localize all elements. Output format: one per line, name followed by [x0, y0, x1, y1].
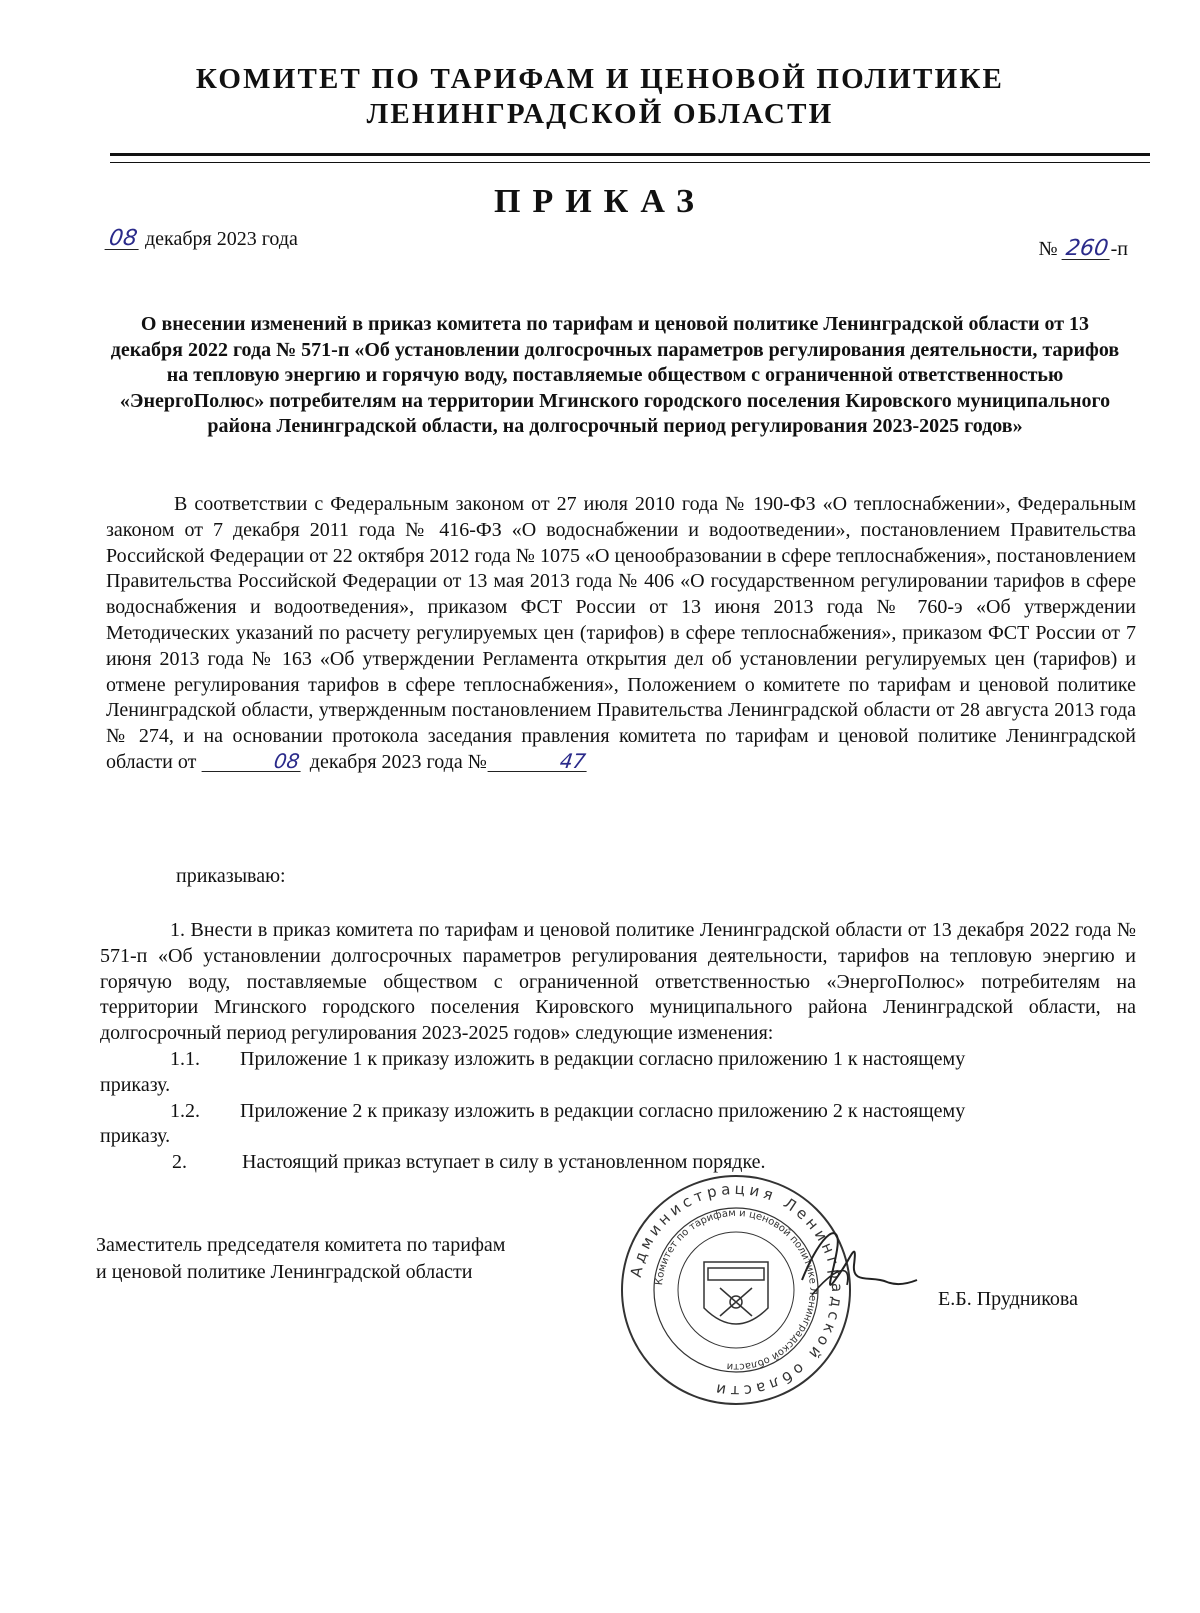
header-rule-thin [110, 162, 1150, 163]
item-1-1-text: Приложение 1 к приказу изложить в редакции согласно приложению 1 к настоящему [240, 1047, 966, 1070]
seal-outer-text: Администрация Ленинградской области [626, 1179, 847, 1401]
protocol-mid: декабря 2023 года № [309, 750, 487, 773]
role-line-2: и ценовой политике Ленинградской области [96, 1261, 473, 1283]
order-items [100, 918, 1136, 1176]
item-1-2-number: 1.2. [170, 1099, 200, 1122]
handwritten-day: 08 [105, 229, 142, 250]
handwritten-number: 260 [1061, 239, 1112, 260]
signatory-role [96, 1232, 505, 1286]
item-1-1-number: 1.1. [170, 1047, 200, 1070]
role-line-1: Заместитель председателя комитета по тарифам [96, 1234, 506, 1256]
date-rest: декабря 2023 года [140, 228, 298, 250]
item-1-2-text: Приложение 2 к приказу изложить в редакции согласно приложению 2 к настоящему [240, 1099, 966, 1122]
number-suffix: -п [1110, 238, 1128, 260]
handwritten-protocol-day: 08 [202, 751, 304, 772]
document-title: ПРИКАЗ [494, 183, 706, 220]
number-prefix: № [1038, 238, 1063, 260]
signatory-name: Е.Б. Прудникова [938, 1288, 1078, 1310]
preamble [106, 492, 1136, 776]
item-1-1-wrap: приказу. [100, 1073, 171, 1096]
document-date [106, 228, 298, 251]
document-number [1039, 238, 1128, 261]
item-1-1 [100, 1047, 1136, 1073]
header-rule-thick [110, 153, 1150, 156]
preamble-text: В соответствии с Федеральным законом от 27 июля 2010 года № 190-ФЗ «О теплоснабжении», Федеральным законом от 7 декабря 2011 года № 416-ФЗ «О водоснабжении и водоотведении», постановлением Правительства Российской Федерации от 22 октября 2012 года № 1075 «О ценообразовании в сфере теплоснабжения», постановлением Правительства Российской Федерации от 13 мая 2013 года № 406 «О государственном регулировании тарифов в сфере водоснабжения и водоотведения», приказом ФСТ России от 13 июня 2013 года № 760-э «Об утверждении Методических указаний по расчету регулируемых цен (тарифов) в сфере теплоснабжения», приказом ФСТ России от 7 июня 2013 года № 163 «Об утверждении Регламента открытия дел об установлении регулируемых цен (тарифов) и отмене регулирования тарифов в сфере теплоснабжения», Положением о комитете по тарифам и ценовой политике Ленинградской области, утвержденным постановлением Правительства Ленинградской области от 28 августа 2013 года № 274, и на основании протокола заседания правления комитета по тарифам и ценовой политике Ленинградской области от [106, 493, 1136, 773]
item-2-text: Настоящий приказ вступает в силу в установленном порядке. [242, 1151, 766, 1174]
item-1-2-wrap: приказу. [100, 1125, 171, 1148]
organization-name [100, 62, 1100, 132]
handwritten-signature-icon [792, 1210, 922, 1320]
handwritten-protocol-number: 47 [487, 751, 589, 772]
preamble-paragraph [106, 492, 1136, 776]
item-1-2 [100, 1099, 1136, 1125]
item-1: 1. Внести в приказ комитета по тарифам и ценовой политике Ленинградской области от 13 декабря 2022 года № 571-п «Об установлении долгосрочных параметров регулирования деятельности, тарифов на тепловую энергию и горячую воду, поставляемые обществом с ограниченной ответственностью «ЭнергоПолюс» потребителям на территории Мгинского городского поселения Кировского муниципального района Ленинградской области, на долгосрочный период регулирования 2023-2025 годов» следующие изменения: [100, 919, 1136, 1045]
org-line-1: КОМИТЕТ ПО ТАРИФАМ И ЦЕНОВОЙ ПОЛИТИКЕ [195, 63, 1005, 95]
item-2-number: 2. [172, 1151, 187, 1174]
org-line-2: ЛЕНИНГРАДСКОЙ ОБЛАСТИ [366, 98, 834, 130]
order-word: приказываю: [176, 865, 286, 887]
seal-inner-text: Комитет по тарифам и ценовой политике Ленинградской области [654, 1207, 819, 1373]
document-subject: О внесении изменений в приказ комитета по тарифам и ценовой политике Ленинградской области от 13 декабря 2022 года № 571-п «Об установлении долгосрочных параметров регулирования деятельности, тарифов на тепловую энергию и горячую воду, поставляемые обществом с ограниченной ответственностью «ЭнергоПолюс» потребителям на территории Мгинского городского поселения Кировского муниципального района Ленинградской области, на долгосрочный период регулирования 2023-2025 годов» [110, 313, 1120, 437]
